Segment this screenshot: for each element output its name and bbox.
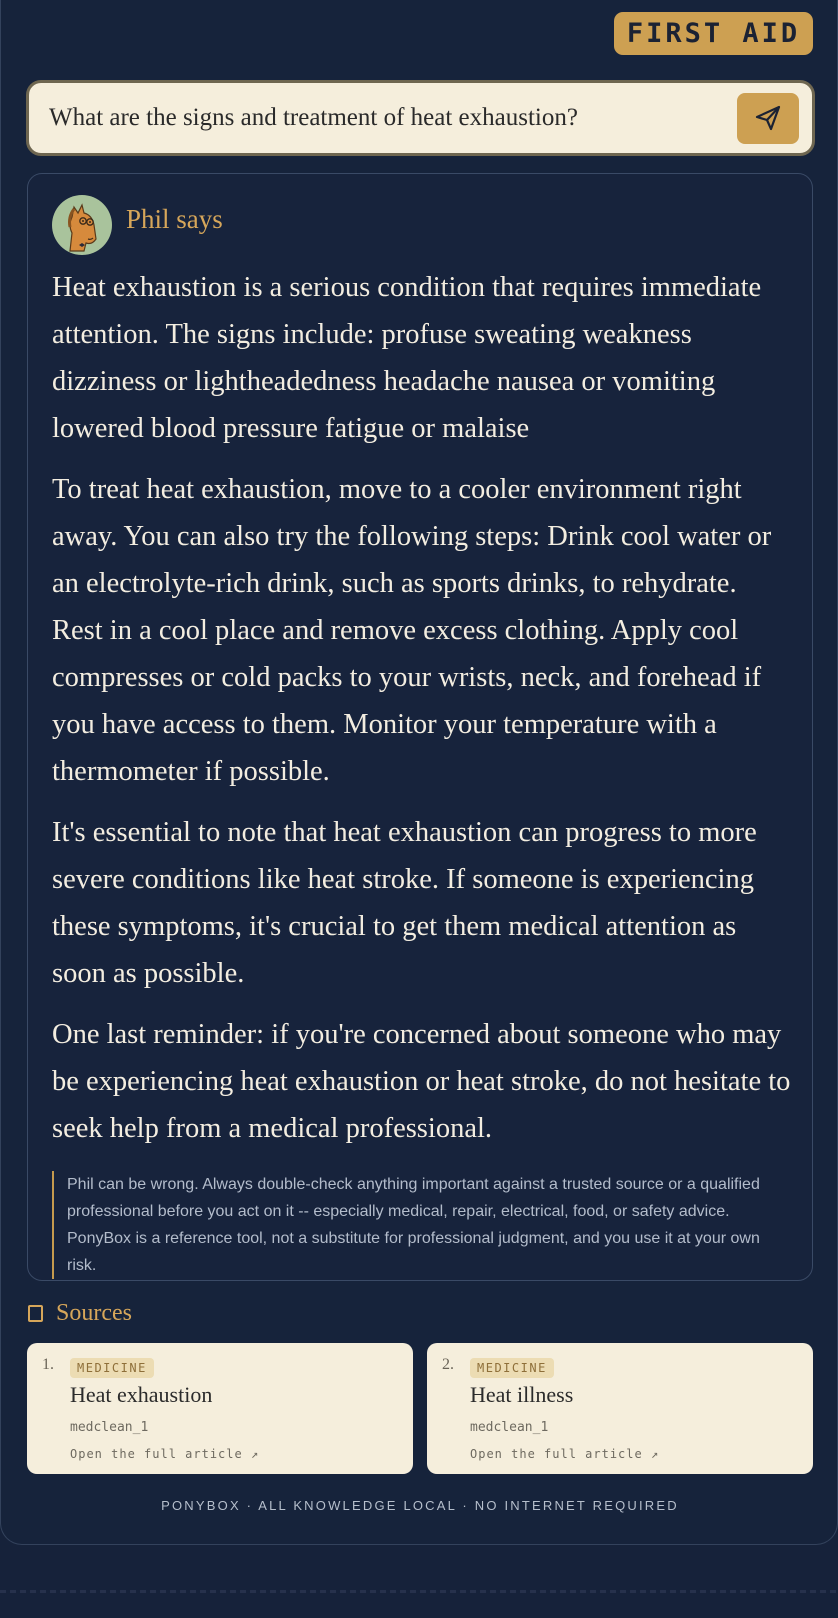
answer-paragraph: To treat heat exhaustion, move to a cooler environment right away. You can also try the following steps: Drink cool water or an electrolyte-rich drink, such as sports drinks, to rehydrate. Rest in a cool place and remove excess clothing. Apply cool compresses or cold packs to your wrists, neck, and forehead if you have access to them. Monitor your temperature with a thermometer if possible. [52,474,772,787]
author-label: Phil says [126,204,223,234]
source-title: Heat illness [470,1382,574,1407]
disclaimer: Phil can be wrong. Always double-check anything important against a trusted source or a qualified professional before you act on it -- especially medical, repair, electrical, food, or safety advice. PonyBox is a reference tool, not a substitute for professional judgment, and you use it at your own risk. [52,1171,792,1279]
source-id: medclean_1 [70,1420,149,1435]
send-icon [754,105,782,131]
answer-paragraph: It's essential to note that heat exhaustion can progress to more severe conditions like heat stroke. If someone is experiencing these symptoms, it's crucial to get them medical attention as soon as possible. [52,817,757,989]
source-id: medclean_1 [470,1420,549,1435]
source-number: 1. [42,1356,54,1373]
answer-card [27,173,813,1281]
section-badge: FIRST AID [614,12,813,55]
answer-paragraph: Heat exhaustion is a serious condition that requires immediate attention. The signs include: profuse sweating weakness dizziness or lightheadedness headache nausea or vomiting lowered blood pressure fatigue or malaise [52,272,762,444]
source-category-tag: MEDICINE [470,1358,554,1378]
answer-paragraph: One last reminder: if you're concerned about someone who may be experiencing heat exhaustion or heat stroke, do not hesitate to seek help from a medical professional. [52,1019,791,1144]
send-button[interactable] [737,93,799,144]
source-title: Heat exhaustion [70,1382,213,1407]
search-bar [26,80,815,156]
sources-header [28,1300,132,1327]
bottom-divider [0,1590,838,1593]
sources-heading: Sources [56,1300,132,1326]
open-article-link[interactable]: Open the full article ↗ [70,1447,260,1461]
open-article-link[interactable]: Open the full article ↗ [470,1447,660,1461]
source-number: 2. [442,1356,454,1373]
source-category-tag: MEDICINE [70,1358,154,1378]
horse-avatar-icon [52,195,112,255]
answer-text [52,264,792,1166]
book-icon [28,1305,43,1322]
source-card[interactable] [27,1343,413,1474]
search-input[interactable] [29,83,737,153]
source-card[interactable] [427,1343,813,1474]
footer-tagline: PONYBOX · ALL KNOWLEDGE LOCAL · NO INTERNET REQUIRED [161,1498,679,1513]
